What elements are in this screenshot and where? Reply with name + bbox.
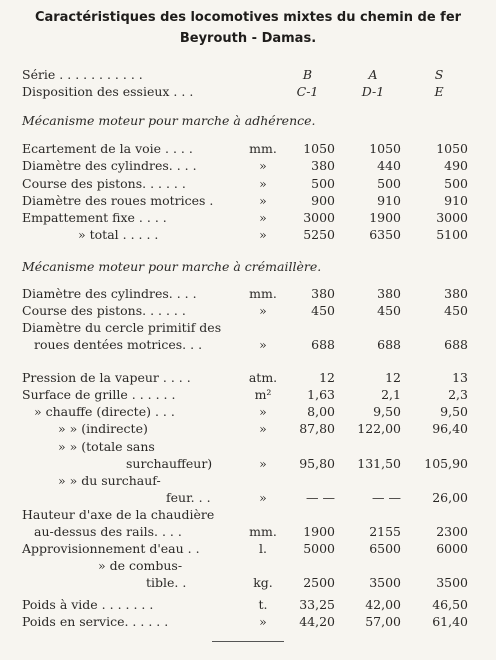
row-label: » » (totale sans: [58, 439, 155, 454]
cell-col3: 380: [444, 286, 468, 301]
cell-col2: 6500: [369, 541, 401, 556]
row-label: Série . . . . . . . . . . .: [22, 67, 143, 82]
cell-col1: 87,80: [299, 421, 335, 436]
table-row: [0, 175, 496, 193]
cell-col2: 380: [377, 286, 401, 301]
cell-col3: 6000: [436, 541, 468, 556]
row-label: au-dessus des rails. . . .: [34, 524, 182, 539]
table-row: [0, 472, 496, 490]
cell-col1: 1,63: [307, 387, 335, 402]
cell-col2: 131,50: [357, 456, 401, 471]
table-title-line1: Caractéristiques des locomotives mixtes du chemin de fer: [34, 10, 462, 25]
cell-col3: 688: [444, 337, 468, 352]
row-unit: mm.: [249, 286, 277, 301]
cell-col3: 96,40: [432, 421, 468, 436]
cell-col3: 61,40: [432, 614, 468, 629]
row-label: Hauteur d'axe de la chaudière: [22, 507, 215, 522]
cell-col3: 3000: [436, 210, 468, 225]
row-label: Empattement fixe . . . .: [22, 210, 167, 225]
cell-col3: 3500: [436, 575, 468, 590]
cell-col3: 13: [452, 370, 468, 385]
table-row: [0, 613, 496, 631]
row-label: tible. .: [146, 575, 187, 590]
cell-col2: 42,00: [365, 597, 401, 612]
cell-col2: A: [368, 67, 378, 82]
cell-col1: 380: [311, 286, 335, 301]
cell-col2: 450: [377, 303, 401, 318]
table-title-line2: Beyrouth - Damas.: [179, 31, 317, 46]
row-label: Poids en service. . . . . .: [22, 614, 169, 629]
cell-col2: 122,00: [357, 421, 401, 436]
table-row: [0, 386, 496, 404]
table-row: [0, 140, 496, 158]
cell-col1: 12: [319, 370, 335, 385]
cell-col1: 688: [311, 337, 335, 352]
cell-col3: E: [434, 84, 444, 99]
cell-col2: 688: [377, 337, 401, 352]
table-row: [0, 506, 496, 524]
cell-col1: 500: [311, 176, 335, 191]
cell-col3: 2300: [436, 524, 468, 539]
cell-col1: 1900: [303, 524, 335, 539]
table-row: [0, 226, 496, 244]
cell-col2: 1050: [369, 141, 401, 156]
row-unit: mm.: [249, 141, 277, 156]
cell-col2: 500: [377, 176, 401, 191]
section-heading-cremaillere: Mécanisme moteur pour marche à crémaillère.: [22, 259, 322, 274]
row-unit: »: [259, 421, 267, 436]
cell-col2: 3500: [369, 575, 401, 590]
table-row: [0, 369, 496, 387]
row-unit: t.: [258, 597, 268, 612]
section-heading-adherence: Mécanisme moteur pour marche à adhérence.: [22, 113, 316, 128]
row-unit: mm.: [249, 524, 277, 539]
cell-col2: 2155: [369, 524, 401, 539]
cell-col2: 12: [385, 370, 401, 385]
row-unit: »: [259, 210, 267, 225]
cell-col3: 1050: [436, 141, 468, 156]
table-row: [0, 157, 496, 175]
row-unit: »: [259, 303, 267, 318]
cell-col3: 46,50: [432, 597, 468, 612]
cell-col3: 26,00: [432, 490, 468, 505]
cell-col2: 1900: [369, 210, 401, 225]
table-row: [0, 83, 496, 101]
table-row: [0, 596, 496, 614]
table-row: [0, 420, 496, 438]
row-unit: m²: [254, 387, 272, 402]
table-row: [0, 489, 496, 507]
row-unit: »: [259, 456, 267, 471]
cell-col2: 2,1: [381, 387, 401, 402]
cell-col3: 105,90: [424, 456, 468, 471]
table-row: [0, 403, 496, 421]
row-label: » total . . . . .: [78, 227, 159, 242]
table-row: [0, 209, 496, 227]
cell-col2: 440: [377, 158, 401, 173]
table-row: [0, 66, 496, 84]
row-unit: »: [259, 614, 267, 629]
cell-col1: 3000: [303, 210, 335, 225]
table-row: [0, 336, 496, 354]
cell-col1: 450: [311, 303, 335, 318]
cell-col3: 500: [444, 176, 468, 191]
table-row: [0, 455, 496, 473]
row-unit: »: [259, 337, 267, 352]
row-unit: atm.: [248, 370, 278, 385]
row-label: Ecartement de la voie . . . .: [22, 141, 193, 156]
cell-col2: 57,00: [365, 614, 401, 629]
row-label: Course des pistons. . . . . .: [22, 176, 186, 191]
cell-col3: 490: [444, 158, 468, 173]
table-row: [0, 302, 496, 320]
cell-col1: 1050: [303, 141, 335, 156]
cell-col2: 9,50: [373, 404, 401, 419]
row-unit: kg.: [253, 575, 273, 590]
cell-col1: C-1: [296, 84, 319, 99]
cell-col1: 900: [311, 193, 335, 208]
table-row: [0, 540, 496, 558]
cell-col1: 5000: [303, 541, 335, 556]
row-unit: »: [259, 158, 267, 173]
cell-col2: 910: [377, 193, 401, 208]
row-label: Approvisionnement d'eau . .: [22, 541, 200, 556]
cell-col1: 5250: [303, 227, 335, 242]
table-row: [0, 523, 496, 541]
cell-col3: 910: [444, 193, 468, 208]
row-label: surchauffeur): [126, 456, 213, 471]
cell-col3: S: [434, 67, 444, 82]
table-row: [0, 319, 496, 337]
row-unit: l.: [259, 541, 267, 556]
row-label: » chauffe (directe) . . .: [34, 404, 175, 419]
cell-col1: 44,20: [299, 614, 335, 629]
table-row: [0, 574, 496, 592]
row-unit: »: [259, 404, 267, 419]
table-row: [0, 285, 496, 303]
cell-col1: 95,80: [299, 456, 335, 471]
row-label: » » (indirecte): [58, 421, 148, 436]
row-label: Diamètre des cylindres. . . .: [22, 286, 197, 301]
table-row: [0, 438, 496, 456]
row-label: Surface de grille . . . . . .: [22, 387, 176, 402]
bottom-divider: [212, 641, 284, 642]
row-label: roues dentées motrices. . .: [34, 337, 203, 352]
cell-col1: 2500: [303, 575, 335, 590]
row-label: feur. . .: [166, 490, 211, 505]
cell-col3: 5100: [436, 227, 468, 242]
row-label: Poids à vide . . . . . . .: [22, 597, 154, 612]
row-unit: »: [259, 176, 267, 191]
row-label: Pression de la vapeur . . . .: [22, 370, 191, 385]
cell-col3: 9,50: [440, 404, 468, 419]
cell-col1: 33,25: [299, 597, 335, 612]
row-unit: »: [259, 193, 267, 208]
table-row: [0, 192, 496, 210]
row-label: Course des pistons. . . . . .: [22, 303, 186, 318]
row-unit: »: [259, 490, 267, 505]
row-label: Diamètre des cylindres. . . .: [22, 158, 197, 173]
cell-col1: B: [302, 67, 313, 82]
cell-col2: — —: [372, 490, 401, 505]
table-row: [0, 557, 496, 575]
row-label: Disposition des essieux . . .: [22, 84, 194, 99]
cell-col2: 6350: [369, 227, 401, 242]
cell-col1: — —: [306, 490, 335, 505]
row-label: » de combus-: [98, 558, 183, 573]
cell-col3: 2,3: [448, 387, 468, 402]
cell-col2: D-1: [361, 84, 385, 99]
row-label: » » du surchauf-: [58, 473, 161, 488]
row-unit: »: [259, 227, 267, 242]
cell-col3: 450: [444, 303, 468, 318]
cell-col1: 380: [311, 158, 335, 173]
cell-col1: 8,00: [307, 404, 335, 419]
row-label: Diamètre du cercle primitif des: [22, 320, 222, 335]
row-label: Diamètre des roues motrices .: [22, 193, 214, 208]
